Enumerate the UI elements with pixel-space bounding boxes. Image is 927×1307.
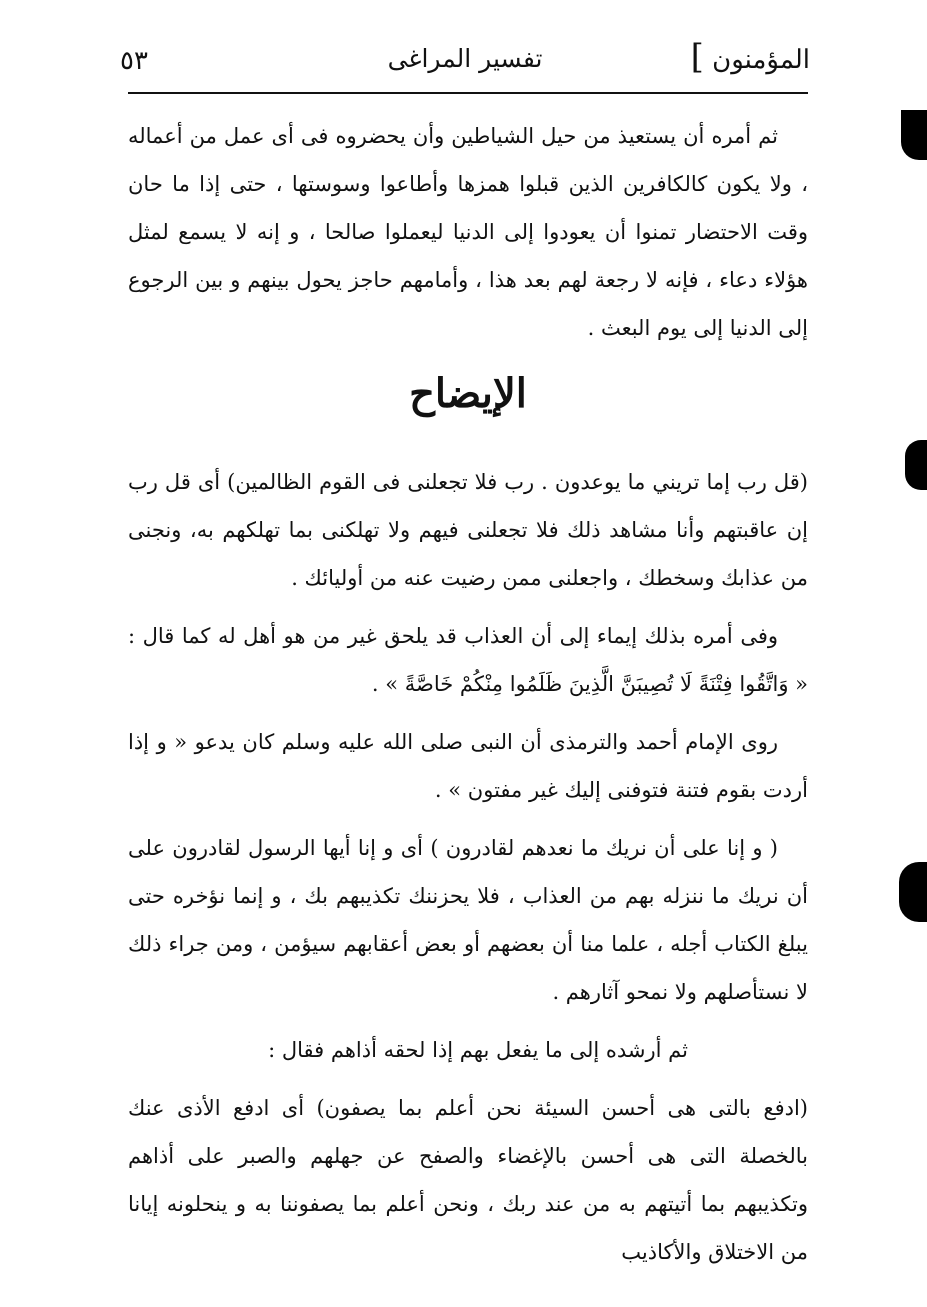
paragraph-6: (ادفع بالتى هى أحسن السيئة نحن أعلم بما يصفون) أى ادفع الأذى عنك بالخصلة التى هى أحسن بالإغضاء والصفح عن جهلهم والصبر على أذاهم وتكذيبهم بما أتيتهم به من عند ربك ، ونحن أعلم بما يصفوننا به و ينحلونه إيانا من الاختلاق والأكاذيب <box>128 1096 808 1264</box>
header-bracket: ] <box>690 37 704 77</box>
page-header <box>120 34 810 94</box>
page-number: ٥٣ <box>120 46 148 76</box>
paragraph-3: روى الإمام أحمد والترمذى أن النبى صلى الله عليه وسلم كان يدعو « و إذا أردت بقوم فتنة فتوفنى إليك غير مفتون » . <box>128 730 808 802</box>
paragraph-4: ( و إنا على أن نريك ما نعدهم لقادرون ) أى و إنا أيها الرسول لقادرون على أن نريك ما ننزله بهم من العذاب ، فلا يحزننك تكذيبهم بك ، و إنما نؤخره حتى يبلغ الكتاب أجله ، علما منا أن بعضهم أو بعض أعقابهم سيؤمن ، ومن جراء ذلك لا نستأصلهم ولا نمحو آثارهم . <box>128 836 808 1004</box>
scan-edge-mark <box>899 862 927 922</box>
explanation-section <box>128 458 808 1286</box>
paragraph-1: (قل رب إما تريني ما يوعدون . رب فلا تجعلنى فى القوم الظالمين) أى قل رب إن عاقبتهم وأنا مشاهد ذلك فلا تجعلنى فيهم ولا تهلكنى بما تهلكهم به، ونجنى من عذابك وسخطك ، واجعلنى ممن رضيت عنه من أوليائك . <box>128 470 808 590</box>
paragraph-5: ثم أرشده إلى ما يفعل بهم إذا لحقه أذاهم فقال : <box>268 1038 688 1062</box>
header-divider <box>128 92 808 94</box>
scan-edge-mark <box>901 110 927 160</box>
intro-paragraph: ثم أمره أن يستعيذ من حيل الشياطين وأن يحضروه فى أى عمل من أعماله ، ولا يكون كالكافرين الذين قبلوا همزها وأطاعوا وسوستها ، حتى إذا ما حان وقت الاحتضار تمنوا أن يعودوا إلى الدنيا ليعملوا صالحا ، و إنه لا يسمع لمثل هؤلاء دعاء ، فإنه لا رجعة لهم بعد هذا ، وأمامهم حاجز يحول بينهم و بين الرجوع إلى الدنيا إلى يوم البعث . <box>128 124 808 340</box>
scan-edge-mark <box>905 440 927 490</box>
surah-name <box>685 37 810 77</box>
intro-section <box>128 112 808 362</box>
surah-label: المؤمنون <box>712 45 810 75</box>
paragraph-2: وفى أمره بذلك إيماء إلى أن العذاب قد يلحق غير من هو أهل له كما قال : « وَاتَّقُوا فِتْنَةً لَا تُصِيبَنَّ الَّذِينَ ظَلَمُوا مِنْكُمْ خَاصَّةً » . <box>128 624 808 696</box>
section-heading: الإيضاح <box>409 370 527 417</box>
book-title: تفسير المراغى <box>387 44 543 73</box>
